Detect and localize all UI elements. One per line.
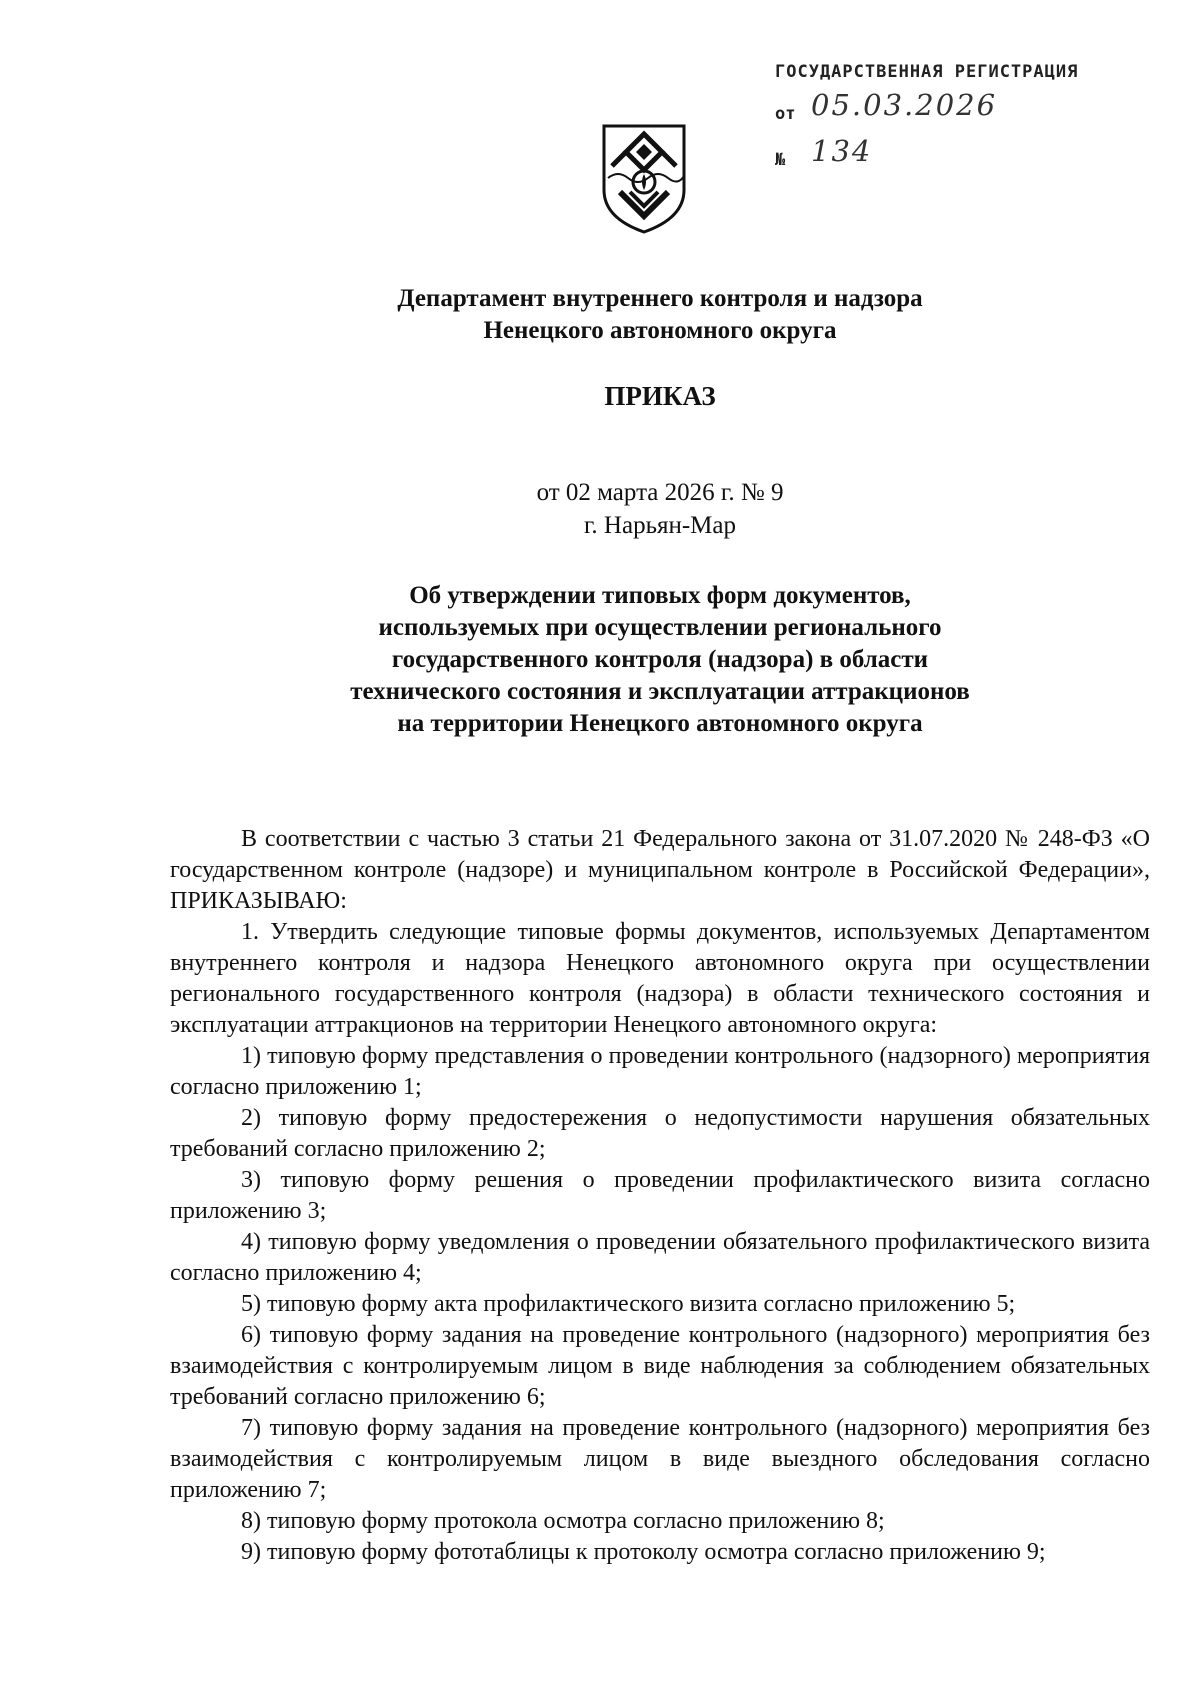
- order-intro-paragraph: В соответствии с частью 3 статьи 21 Федерального закона от 31.07.2020 № 248-ФЗ «О государственном контроле (надзоре) и муниципальном контроле в Российской Федерации», ПРИКАЗЫВАЮ:: [170, 826, 1150, 914]
- department-name-line2: Ненецкого автономного округа: [483, 317, 837, 344]
- order-list-item: 5) типовую форму акта профилактического визита согласно приложению 5;: [241, 1291, 1016, 1317]
- order-title-line: используемых при осуществлении регионального: [378, 614, 942, 641]
- order-title-line: Об утверждении типовых форм документов,: [409, 582, 911, 609]
- order-place: г. Нарьян-Мар: [583, 512, 736, 539]
- order-title-line: государственного контроля (надзора) в области: [391, 646, 929, 673]
- registration-date: 05.03.2026: [811, 88, 998, 122]
- order-list-item: 9) типовую форму фототаблицы к протоколу осмотра согласно приложению 9;: [241, 1539, 1046, 1565]
- registration-number-prefix: №: [775, 150, 786, 170]
- registration-title: ГОСУДАРСТВЕННАЯ РЕГИСТРАЦИЯ: [775, 62, 1079, 82]
- order-list-item: 4) типовую форму уведомления о проведении обязательного профилактического визита согласно приложению 4;: [170, 1229, 1150, 1286]
- order-list-item: 7) типовую форму задания на проведение контрольного (надзорного) мероприятия без взаимодействия с контролируемым лицом в виде выездного обследования согласно приложению 7;: [170, 1415, 1150, 1503]
- order-list-item: 8) типовую форму протокола осмотра согласно приложению 8;: [241, 1508, 885, 1534]
- order-clause-1: 1. Утвердить следующие типовые формы документов, используемых Департаментом внутреннего контроля и надзора Ненецкого автономного округа при осуществлении регионального государственного контроля (надзора) в области технического состояния и эксплуатации аттракционов на территории Ненецкого автономного округа:: [170, 919, 1150, 1038]
- nenets-emblem-icon: [600, 122, 688, 236]
- registration-number: 134: [811, 134, 873, 168]
- order-list-item: 6) типовую форму задания на проведение контрольного (надзорного) мероприятия без взаимодействия с контролируемым лицом в виде наблюдения за соблюдением обязательных требований согласно приложению 6;: [170, 1322, 1150, 1410]
- department-name-line1: Департамент внутреннего контроля и надзора: [397, 285, 923, 312]
- order-body: [170, 824, 1150, 1568]
- order-list-item: 1) типовую форму представления о проведении контрольного (надзорного) мероприятия согласно приложению 1;: [170, 1043, 1150, 1100]
- order-list-item: 3) типовую форму решения о проведении профилактического визита согласно приложению 3;: [170, 1167, 1150, 1224]
- order-title-line: на территории Ненецкого автономного округа: [397, 710, 923, 737]
- document-type: ПРИКАЗ: [604, 381, 716, 411]
- order-date-number: от 02 марта 2026 г. № 9: [536, 479, 784, 506]
- registration-date-prefix: от: [775, 104, 796, 124]
- registration-stamp: [775, 62, 1115, 170]
- order-title-line: технического состояния и эксплуатации аттракционов: [350, 678, 970, 705]
- order-list-item: 2) типовую форму предостережения о недопустимости нарушения обязательных требований согласно приложению 2;: [170, 1105, 1150, 1162]
